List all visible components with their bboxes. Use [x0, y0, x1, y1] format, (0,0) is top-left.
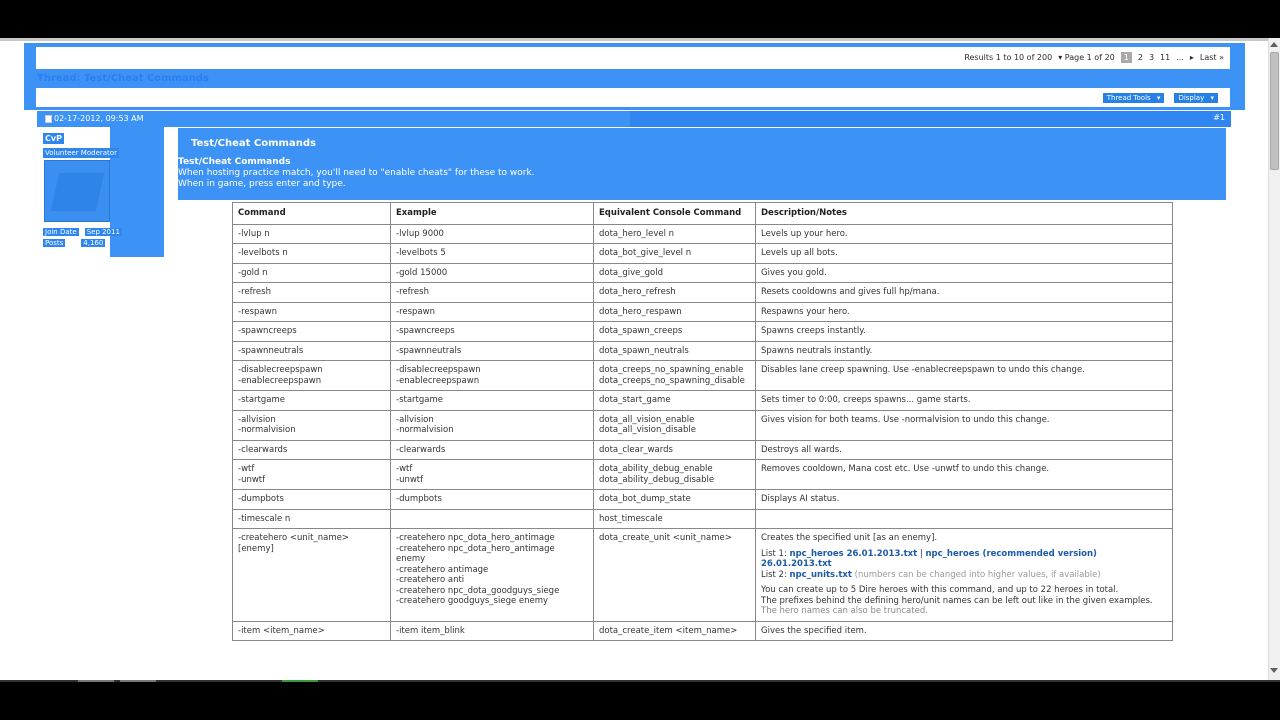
top-divider — [0, 38, 1268, 41]
cell-console: dota_hero_refresh — [594, 283, 756, 303]
thread-tools — [1103, 93, 1218, 103]
table-header-row — [233, 203, 1173, 225]
next-page-icon[interactable]: ▸ — [1189, 53, 1194, 62]
list1 — [761, 549, 1167, 560]
table-row — [233, 460, 1173, 490]
cell-description: Sets timer to 0:00, creeps spawns... game starts. — [756, 391, 1173, 411]
last-page-link[interactable] — [1200, 53, 1224, 62]
cell-command: -wtf -unwtf — [233, 460, 391, 490]
cell-console: dota_ability_debug_enable dota_ability_debug_disable — [594, 460, 756, 490]
user-panel-shade — [110, 127, 164, 257]
taskbar-item[interactable] — [78, 680, 114, 682]
cell-console: dota_spawn_creeps — [594, 322, 756, 342]
cell-example: -dumpbots — [391, 490, 594, 510]
cell-example: -wtf -unwtf — [391, 460, 594, 490]
table-row — [233, 621, 1173, 641]
cell-console: dota_bot_dump_state — [594, 490, 756, 510]
browser-viewport — [0, 38, 1280, 680]
cell-command: -createhero <unit_name> [enemy] — [233, 529, 391, 622]
post-body-title: Test/Cheat Commands — [178, 157, 291, 167]
table-row — [233, 529, 1173, 622]
table-row — [233, 283, 1173, 303]
cell-console: dota_create_item <item_name> — [594, 621, 756, 641]
cell-command: -gold n — [233, 263, 391, 283]
cell-command: -clearwards — [233, 440, 391, 460]
scroll-thumb[interactable] — [1270, 52, 1279, 170]
table-row — [233, 391, 1173, 411]
cell-example — [391, 509, 594, 529]
cell-command: -startgame — [233, 391, 391, 411]
page-of-dropdown[interactable]: ▾ Page 1 of 20 — [1058, 53, 1115, 62]
table-row — [233, 322, 1173, 342]
cell-example: -clearwards — [391, 440, 594, 460]
table-row — [233, 410, 1173, 440]
cell-description: Spawns neutrals instantly. — [756, 341, 1173, 361]
join-date-value: Sep 2011 — [86, 228, 120, 236]
header-command: Command — [233, 203, 391, 225]
cell-example: -spawnneutrals — [391, 341, 594, 361]
results-count: Results 1 to 10 of 200 — [964, 53, 1053, 62]
cell-command: -lvlup n — [233, 224, 391, 244]
post-icon — [45, 115, 52, 123]
cell-command: -refresh — [233, 283, 391, 303]
avatar[interactable] — [44, 160, 110, 222]
cell-console: dota_clear_wards — [594, 440, 756, 460]
cell-example: -item item_blink — [391, 621, 594, 641]
cell-description: Removes cooldown, Mana cost etc. Use -unwtf to undo this change. — [756, 460, 1173, 490]
list1-label: List 1: — [761, 548, 790, 559]
page-link-11[interactable]: 11 — [1160, 53, 1171, 62]
cell-console: dota_hero_respawn — [594, 302, 756, 322]
cell-console: dota_create_unit <unit_name> — [594, 529, 756, 622]
commands-table — [232, 202, 1173, 641]
npc-heroes-recommended-link-line2[interactable]: 26.01.2013.txt — [761, 559, 832, 569]
cell-console: dota_start_game — [594, 391, 756, 411]
posts-label: Posts — [45, 239, 64, 247]
page-link-3[interactable]: 3 — [1148, 53, 1155, 62]
header-example: Example — [391, 203, 594, 225]
scroll-up-icon[interactable] — [1270, 42, 1278, 47]
createhero-desc: Creates the specified unit [as an enemy]. — [761, 533, 938, 543]
cell-command: -levelbots n — [233, 244, 391, 264]
join-date — [43, 228, 122, 236]
npc-heroes-link[interactable]: npc_heroes 26.01.2013.txt — [789, 548, 918, 559]
table-row — [233, 244, 1173, 264]
cell-command: -disablecreepspawn -enablecreepspawn — [233, 361, 391, 391]
cell-example: -spawncreeps — [391, 322, 594, 342]
table-row — [233, 490, 1173, 510]
cell-command: -dumpbots — [233, 490, 391, 510]
post-header-shade — [630, 111, 1231, 127]
join-date-label: Join Date — [45, 228, 77, 236]
cell-description: Gives you gold. — [756, 263, 1173, 283]
double-chevron-right-icon: » — [1219, 53, 1224, 62]
pagination-bar — [36, 47, 1230, 69]
post-intro — [178, 157, 535, 190]
taskbar-item[interactable] — [120, 680, 156, 682]
npc-heroes-recommended-link[interactable]: npc_heroes (recommended version) — [925, 548, 1097, 559]
page-link-1[interactable]: 1 — [1121, 52, 1132, 63]
cell-description: Spawns creeps instantly. — [756, 322, 1173, 342]
cell-description: Gives the specified item. — [756, 621, 1173, 641]
cell-description: Levels up your hero. — [756, 224, 1173, 244]
list2-note: (numbers can be changed into higher values, if available) — [851, 569, 1101, 580]
table-row — [233, 509, 1173, 529]
cell-description: Resets cooldowns and gives full hp/mana. — [756, 283, 1173, 303]
cell-description: Gives vision for both teams. Use -normalvision to undo this change. — [756, 410, 1173, 440]
table-row — [233, 224, 1173, 244]
taskbar — [0, 680, 1280, 720]
page-of-label: Page 1 of 20 — [1064, 53, 1115, 62]
cell-description: Disables lane creep spawning. Use -enablecreepspawn to undo this change. — [756, 361, 1173, 391]
cell-console: dota_give_gold — [594, 263, 756, 283]
thread-header — [24, 43, 1245, 110]
cell-console: dota_bot_give_level n — [594, 244, 756, 264]
table-row — [233, 341, 1173, 361]
cell-description — [756, 509, 1173, 529]
cell-command: -respawn — [233, 302, 391, 322]
table-body-extra — [233, 529, 1173, 641]
createhero-truncate-note: The hero names can also be truncated. — [761, 606, 928, 616]
post-date — [45, 114, 144, 123]
table-row — [233, 361, 1173, 391]
last-page-label: Last — [1199, 53, 1217, 62]
posts-value: 4,160 — [83, 239, 104, 247]
caret-down-icon: ▾ — [1208, 94, 1214, 102]
post-count — [43, 239, 105, 247]
cell-example: -createhero npc_dota_hero_antimage -createhero npc_dota_hero_antimage enemy -createhero antimage -createhero anti -createhero npc_dota_goodguys_siege -createhero goodguys_siege enemy — [391, 529, 594, 622]
cell-command: -item <item_name> — [233, 621, 391, 641]
cell-example: -lvlup 9000 — [391, 224, 594, 244]
username-link[interactable]: CvP — [45, 134, 62, 143]
list2 — [761, 570, 1167, 581]
cell-command: -allvision -normalvision — [233, 410, 391, 440]
page-ellipsis: ... — [1176, 53, 1184, 62]
cell-command: -timescale n — [233, 509, 391, 529]
cell-example: -refresh — [391, 283, 594, 303]
post-title: Test/Cheat Commands — [191, 138, 316, 149]
thread-toolbar — [36, 88, 1230, 107]
cell-console: dota_spawn_neutrals — [594, 341, 756, 361]
thread-tools-label: Thread Tools — [1106, 94, 1151, 102]
cell-console: dota_creeps_no_spawning_enable dota_creeps_no_spawning_disable — [594, 361, 756, 391]
user-info-panel — [37, 127, 164, 257]
cell-console: dota_all_vision_enable dota_all_vision_disable — [594, 410, 756, 440]
table-body — [233, 224, 1173, 529]
taskbar-item-active[interactable] — [282, 680, 318, 682]
post-body-header — [178, 128, 1226, 200]
header-console: Equivalent Console Command — [594, 203, 756, 225]
user-title: Volunteer Moderator — [45, 149, 117, 157]
cell-command: -spawncreeps — [233, 322, 391, 342]
cell-example: -allvision -normalvision — [391, 410, 594, 440]
display-menu[interactable] — [1174, 93, 1218, 103]
post-intro-line2: When in game, press enter and type. — [178, 179, 346, 189]
cell-command: -spawnneutrals — [233, 341, 391, 361]
cell-description: Destroys all wards. — [756, 440, 1173, 460]
cell-description: Displays AI status. — [756, 490, 1173, 510]
scroll-down-icon[interactable] — [1270, 668, 1278, 673]
post-intro-line1: When hosting practice match, you'll need to "enable cheats" for these to work. — [178, 168, 535, 178]
list1-separator: | — [917, 548, 926, 559]
thread-title[interactable]: Thread: Test/Cheat Commands — [37, 73, 209, 84]
npc-units-link[interactable]: npc_units.txt — [789, 569, 852, 580]
caret-down-icon: ▾ — [1154, 94, 1161, 102]
header-description: Description/Notes — [756, 203, 1173, 225]
list2-label: List 2: — [761, 569, 790, 580]
page-link-2[interactable]: 2 — [1137, 53, 1143, 62]
createhero-limit: You can create up to 5 Dire heroes with this command, and up to 22 heroes in total. — [761, 585, 1119, 595]
vertical-scrollbar[interactable] — [1268, 38, 1280, 680]
post-date-text: 02-17-2012, 09:53 AM — [54, 114, 144, 123]
thread-tools-menu[interactable] — [1103, 93, 1165, 103]
pager — [964, 52, 1224, 63]
post-header-bar — [37, 111, 1231, 127]
cell-console: host_timescale — [594, 509, 756, 529]
createhero-prefix-note: The prefixes behind the defining hero/unit names can be left out like in the given examples. — [761, 595, 1153, 606]
cell-console: dota_hero_level n — [594, 224, 756, 244]
cell-description — [756, 529, 1173, 622]
cell-description: Levels up all bots. — [756, 244, 1173, 264]
cell-example: -levelbots 5 — [391, 244, 594, 264]
cell-example: -startgame — [391, 391, 594, 411]
table-row — [233, 302, 1173, 322]
cell-example: -respawn — [391, 302, 594, 322]
cell-example: -disablecreepspawn -enablecreepspawn — [391, 361, 594, 391]
display-label: Display — [1178, 94, 1205, 102]
cell-example: -gold 15000 — [391, 263, 594, 283]
post-number-link[interactable]: #1 — [1213, 113, 1225, 122]
cell-description: Respawns your hero. — [756, 302, 1173, 322]
table-row — [233, 440, 1173, 460]
table-row — [233, 263, 1173, 283]
taskbar-strip — [0, 680, 1280, 682]
